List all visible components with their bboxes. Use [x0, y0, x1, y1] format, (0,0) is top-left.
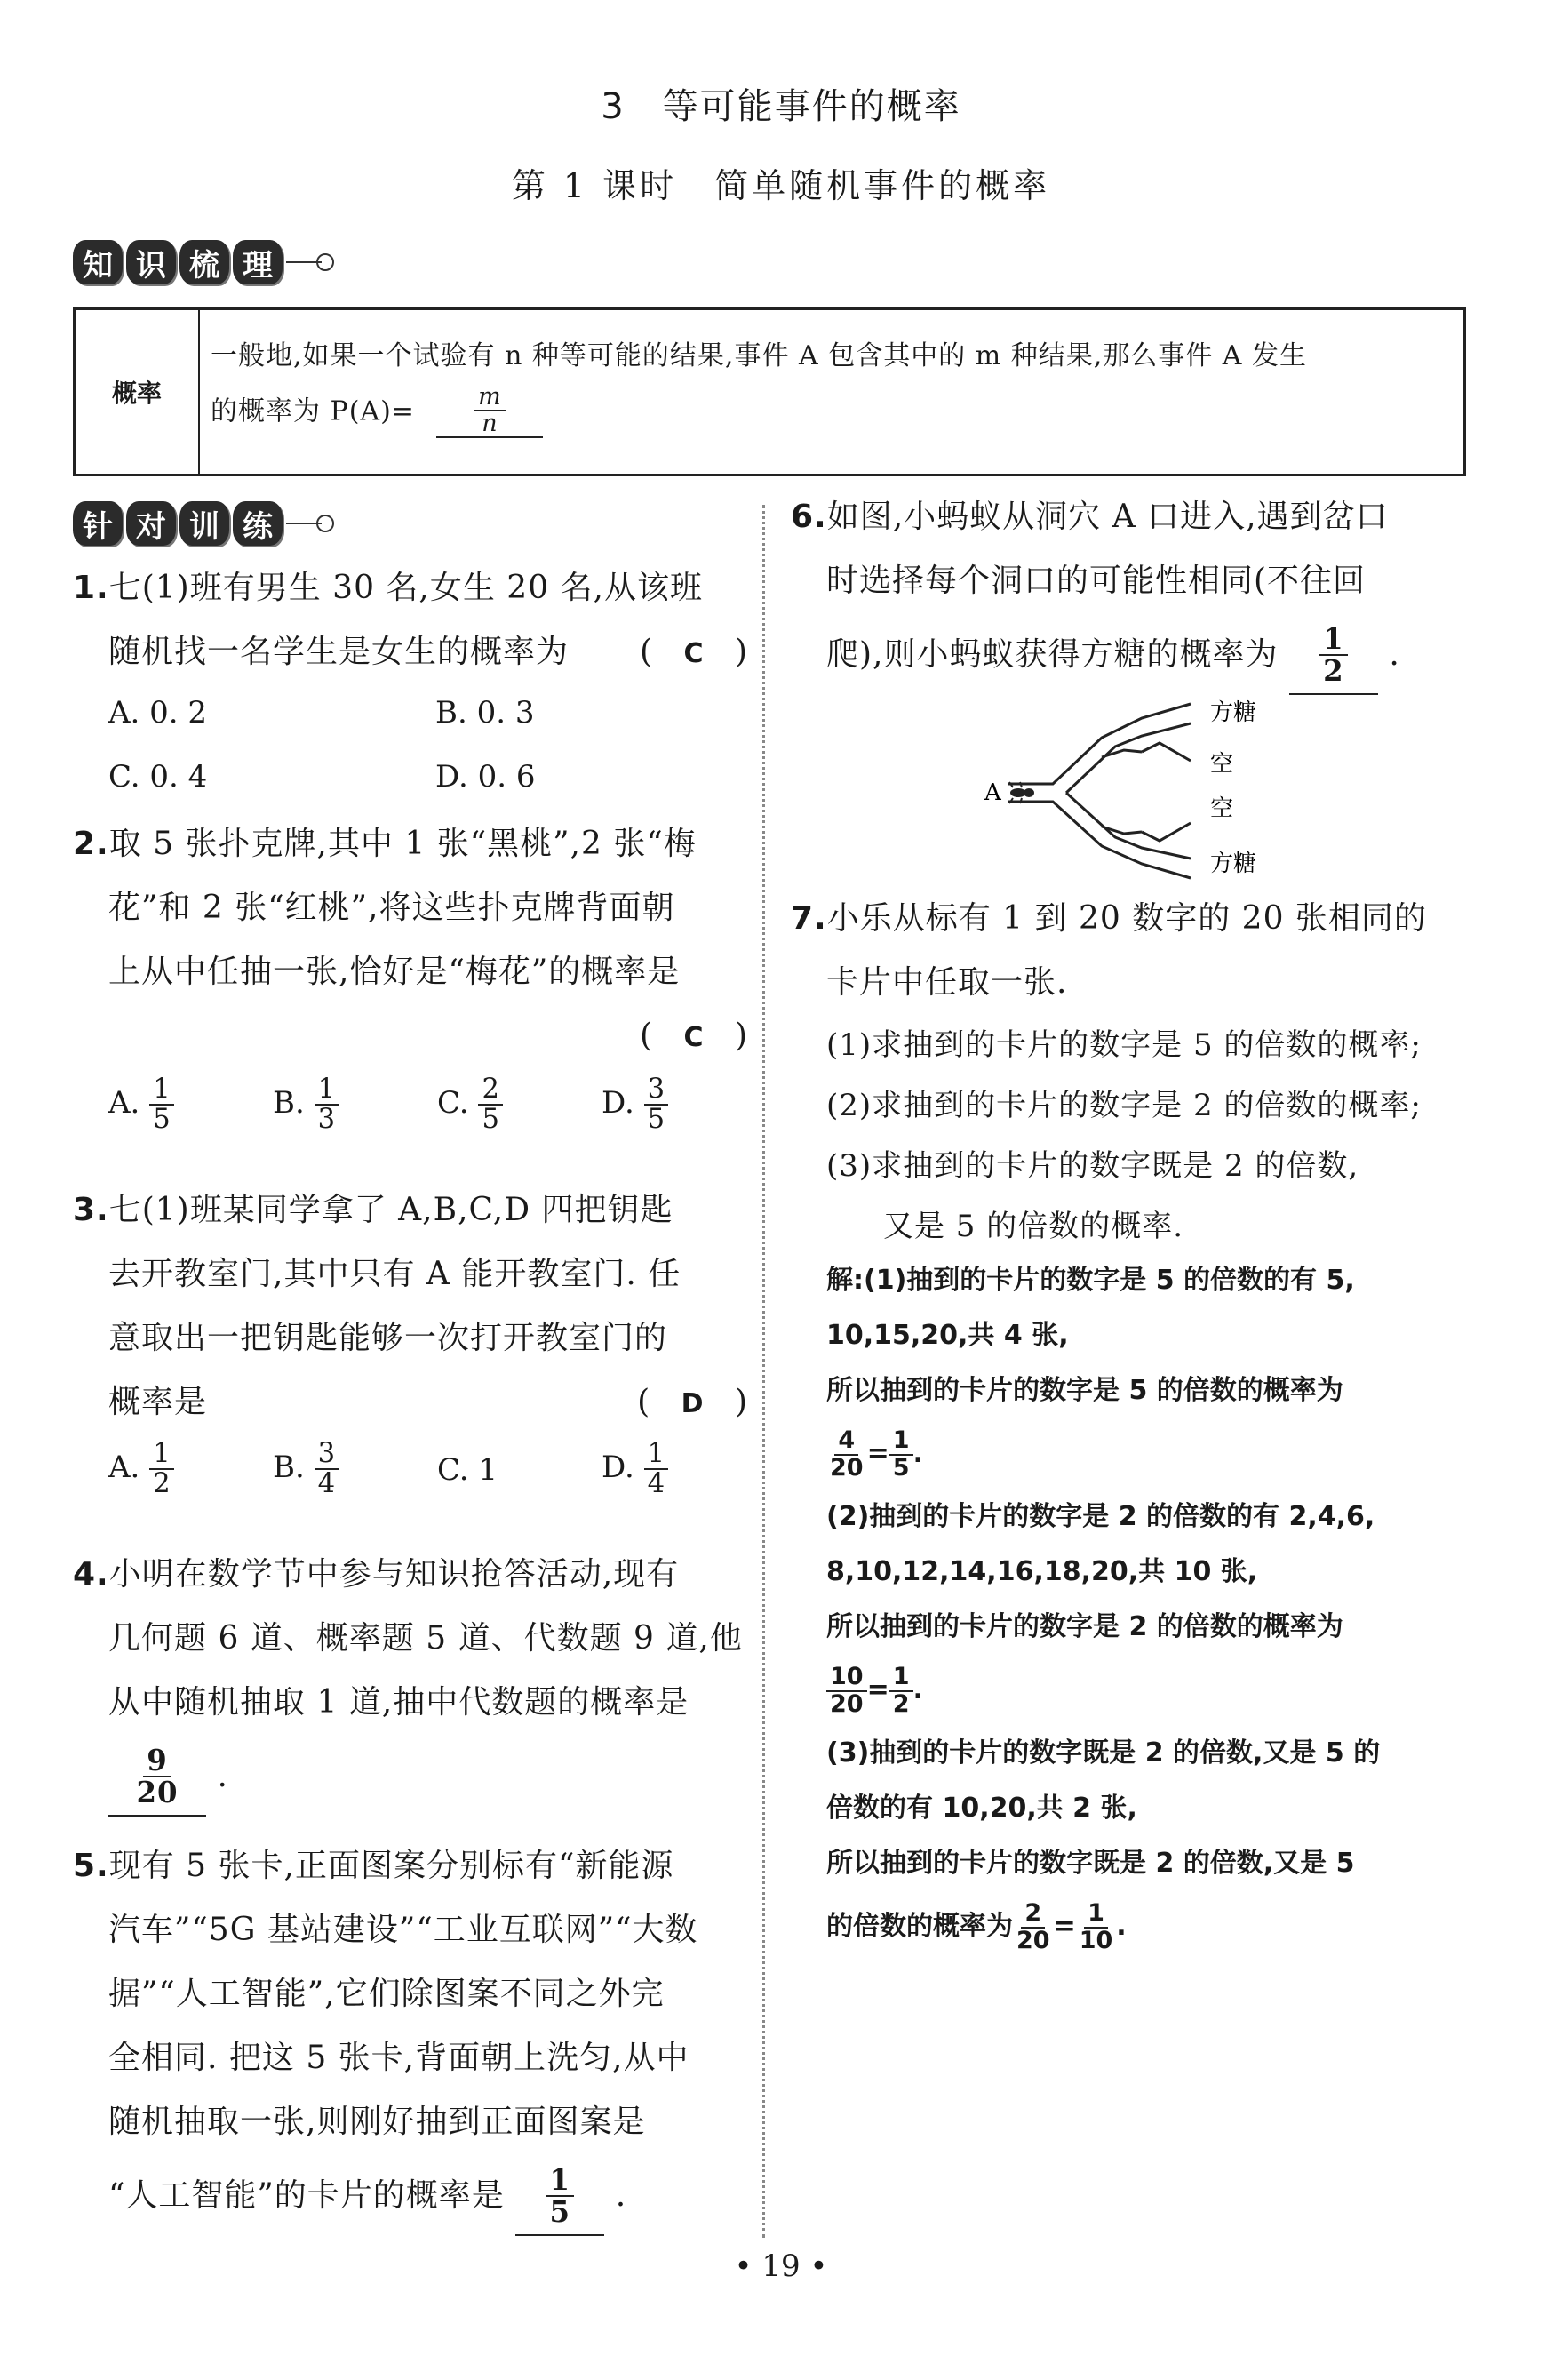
option-d	[602, 1075, 748, 1134]
fraction-denominator: 5	[647, 1104, 665, 1136]
option-label: A.	[108, 1450, 140, 1486]
question-number: 3.	[73, 1192, 109, 1228]
diagram-label-empty-1: 空	[1210, 751, 1234, 778]
fraction-denominator: n	[482, 410, 498, 437]
fraction-numerator: 2	[1021, 1901, 1045, 1928]
solution-line: (3)抽到的卡片的数字既是 2 的倍数,又是 5 的	[826, 1737, 1381, 1769]
fraction-numerator: 1	[546, 2165, 574, 2197]
badge-char: 识	[126, 240, 176, 284]
question-text: 随机找一名学生是女生的概率为	[108, 634, 570, 670]
fraction	[889, 1428, 913, 1481]
badge-char: 梳	[179, 240, 229, 284]
fraction	[315, 1440, 339, 1498]
fraction	[132, 1745, 181, 1808]
definition-prefix: 的概率为 P(A)=	[211, 395, 415, 427]
solution-line: 所以抽到的卡片的数字是 2 的倍数的概率为	[826, 1611, 1343, 1642]
fraction-numerator: 2	[478, 1075, 502, 1106]
fraction-denominator: 20	[1016, 1926, 1050, 1954]
answer-line: “人工智能”的卡片的概率是 $\frac{1}{5}$ .	[73, 2154, 748, 2236]
question-text: 全相同. 把这 5 张卡,背面朝上洗匀,从中	[108, 2040, 689, 2076]
question-text: 小明在数学节中参与知识抢答活动,现有	[108, 1556, 680, 1593]
option-d	[602, 1440, 748, 1498]
fraction-denominator: 20	[830, 1689, 864, 1718]
badge-char: 针	[73, 501, 123, 546]
answer-blank	[515, 2154, 604, 2236]
fraction	[644, 1075, 668, 1134]
question-4	[73, 1543, 748, 1817]
tunnel-paths	[1008, 704, 1191, 878]
fraction-numerator: 3	[315, 1440, 339, 1470]
diagram-label-empty-2: 空	[1210, 795, 1234, 822]
question-text: 爬),则小蚂蚁获得方糖的概率为	[826, 636, 1279, 673]
fraction-numerator: 1	[1084, 1901, 1108, 1928]
fraction-denominator: 5	[549, 2195, 571, 2229]
answer-line: $\frac{9}{20}$ .	[73, 1735, 748, 1817]
definition-line: 一般地,如果一个试验有 n 种等可能的结果,事件 A 包含其中的 m 种结果,那么事件 A 发生	[211, 340, 1307, 371]
diagram-label-sugar-top: 方糖	[1210, 699, 1257, 726]
fraction	[826, 1428, 867, 1481]
badge-char: 知	[73, 240, 123, 284]
badge-tail-icon	[286, 523, 322, 524]
fraction-denominator: 20	[830, 1453, 864, 1482]
question-text: 如图,小蚂蚁从洞穴 A 口进入,遇到岔口	[826, 499, 1389, 535]
answer-bracket: ( C )	[639, 634, 748, 670]
fraction-denominator: 2	[153, 1468, 171, 1500]
fraction-numerator: 1	[315, 1075, 339, 1106]
fraction-numerator: 4	[834, 1428, 858, 1455]
question-number: 4.	[73, 1556, 109, 1593]
fraction-numerator: 1	[1319, 624, 1348, 656]
lesson-subtitle: 第 1 课时 简单随机事件的概率	[511, 166, 1051, 205]
option-label: D.	[602, 1085, 634, 1122]
fraction	[1319, 621, 1348, 688]
option-a	[108, 1075, 273, 1134]
fraction-numerator: 9	[143, 1745, 171, 1777]
fraction	[826, 1665, 867, 1717]
fraction-numerator: 3	[644, 1075, 668, 1106]
diagram-label-a: A	[984, 779, 1001, 806]
option-d: D. 0. 6	[435, 759, 536, 795]
answer-bracket: ( D )	[637, 1384, 748, 1420]
ant-icon	[1009, 782, 1034, 803]
fraction	[1013, 1901, 1054, 1953]
option-b	[273, 1440, 437, 1498]
question-text: 几何题 6 道、概率题 5 道、代数题 9 道,他	[108, 1620, 743, 1657]
fraction	[644, 1440, 668, 1498]
solution-line: 倍数的有 10,20,共 2 张,	[826, 1793, 1137, 1824]
question-number: 5.	[73, 1848, 109, 1884]
option-a	[108, 1440, 273, 1498]
fraction-numerator: 1	[644, 1440, 668, 1470]
practice-badge	[73, 501, 322, 546]
knowledge-table	[73, 307, 1466, 476]
column-divider	[762, 505, 765, 2238]
question-text: 据”“人工智能”,它们除图案不同之外完	[108, 1976, 665, 2012]
solution-text: 的倍数的概率为	[826, 1911, 1013, 1942]
answer-choice: D	[681, 1388, 705, 1419]
options-row	[108, 1075, 748, 1134]
solution-result-2: $\frac{10}{20}$ = $\frac{1}{2}$ .	[826, 1655, 1484, 1726]
page-title: 3 等可能事件的概率	[601, 86, 961, 127]
solution-result-1: $\frac{4}{20}$ = $\frac{1}{5}$ .	[826, 1418, 1484, 1489]
fraction	[546, 2162, 574, 2229]
diagram-label-sugar-bottom: 方糖	[1210, 851, 1257, 877]
sub-question-2: (2)求抽到的卡片的数字是 2 的倍数的概率;	[826, 1088, 1422, 1123]
badge-char: 练	[233, 501, 283, 546]
option-b: B. 0. 3	[435, 695, 535, 731]
fraction-denominator: 4	[317, 1468, 336, 1500]
question-text: 现有 5 张卡,正面图案分别标有“新能源	[108, 1848, 674, 1884]
answer-choice: C	[683, 1022, 705, 1053]
fraction-denominator: 5	[482, 1104, 499, 1136]
option-b	[273, 1075, 437, 1134]
question-number: 2.	[73, 826, 109, 862]
solution-line: 8,10,12,14,16,18,20,共 10 张,	[826, 1556, 1258, 1587]
answer-bracket: ( C )	[639, 1018, 748, 1054]
fraction	[478, 1075, 502, 1134]
answer-blank	[108, 1735, 206, 1817]
definition-cell	[211, 330, 1454, 438]
option-label: B.	[273, 1450, 305, 1486]
option-label: A.	[108, 1085, 140, 1122]
question-text: 意取出一把钥匙能够一次打开教室门的	[108, 1320, 668, 1356]
fraction-denominator: 10	[1079, 1926, 1113, 1954]
fraction	[149, 1440, 173, 1498]
question-7	[791, 887, 1484, 1257]
question-5	[73, 1834, 748, 2236]
badge-char: 理	[233, 240, 283, 284]
sub-question-3: (3)求抽到的卡片的数字既是 2 的倍数,	[826, 1148, 1359, 1184]
question-1	[73, 556, 748, 684]
solution-result-3: 的倍数的概率为 $\frac{2}{20}$ = $\frac{1}{10}$ .	[826, 1899, 1127, 1954]
badge-char: 对	[126, 501, 176, 546]
fraction-denominator: 5	[892, 1453, 910, 1482]
fraction	[1076, 1901, 1117, 1953]
answer-blank	[1289, 613, 1378, 695]
answer-line: 爬),则小蚂蚁获得方糖的概率为 $\frac{1}{2}$ .	[791, 613, 1484, 695]
fraction-numerator: m	[474, 385, 506, 411]
fraction-numerator: 10	[826, 1665, 867, 1691]
fraction-denominator: 20	[136, 1776, 179, 1809]
question-text: 花”和 2 张“红桃”,将这些扑克牌背面朝	[108, 890, 675, 926]
answer-blank	[436, 383, 543, 438]
question-number: 6.	[791, 499, 827, 535]
solution-line: 所以抽到的卡片的数字是 5 的倍数的概率为	[826, 1375, 1343, 1406]
sub-question-3-cont: 又是 5 的倍数的概率.	[883, 1209, 1184, 1244]
options-row	[108, 1440, 748, 1498]
option-c: C. 1	[437, 1452, 498, 1488]
option-a: A. 0. 2	[108, 695, 208, 731]
fraction	[889, 1665, 913, 1717]
solution-line: (2)抽到的卡片的数字是 2 的倍数的有 2,4,6,	[826, 1501, 1375, 1532]
badge-char: 训	[179, 501, 229, 546]
tunnel-diagram	[968, 693, 1306, 889]
question-text: 七(1)班某同学拿了 A,B,C,D 四把钥匙	[108, 1192, 673, 1228]
question-number: 1.	[73, 570, 109, 606]
option-c	[437, 1075, 602, 1134]
option-label: B.	[273, 1085, 305, 1122]
question-text: 时选择每个洞口的可能性相同(不往回	[826, 563, 1367, 599]
option-c: C. 0. 4	[108, 759, 208, 795]
question-3	[73, 1178, 748, 1434]
question-text: 取 5 张扑克牌,其中 1 张“黑桃”,2 张“梅	[108, 826, 697, 862]
fraction-denominator: 3	[317, 1104, 336, 1136]
solution-line: 10,15,20,共 4 张,	[826, 1320, 1069, 1351]
fraction-numerator: 1	[149, 1075, 173, 1106]
question-text: 概率是	[108, 1384, 208, 1420]
question-text: “人工智能”的卡片的概率是	[108, 2177, 505, 2214]
fraction-denominator: 4	[647, 1468, 665, 1500]
fraction-numerator: 1	[889, 1428, 913, 1455]
question-text: 小乐从标有 1 到 20 数字的 20 张相同的	[826, 900, 1427, 937]
fraction-denominator: 2	[892, 1689, 910, 1718]
question-text: 随机抽取一张,则刚好抽到正面图案是	[108, 2104, 646, 2140]
question-text: 上从中任抽一张,恰好是“梅花”的概率是	[108, 954, 681, 990]
fraction	[149, 1075, 173, 1134]
term-cell: 概率	[76, 310, 200, 474]
option-label: C.	[437, 1085, 469, 1122]
question-text: 从中随机抽取 1 道,抽中代数题的概率是	[108, 1684, 689, 1721]
question-text: 去开教室门,其中只有 A 能开教室门. 任	[108, 1256, 681, 1292]
answer-choice: C	[683, 638, 705, 669]
fraction-denominator: 5	[153, 1104, 171, 1136]
question-text: 汽车”“5G 基站建设”“工业互联网”“大数	[108, 1912, 698, 1948]
solution-line: 解:(1)抽到的卡片的数字是 5 的倍数的有 5,	[826, 1265, 1355, 1296]
question-6	[791, 485, 1484, 695]
fraction	[315, 1075, 339, 1134]
definition-line	[211, 383, 1454, 438]
fraction-numerator: 1	[889, 1665, 913, 1691]
sub-question-1: (1)求抽到的卡片的数字是 5 的倍数的概率;	[826, 1027, 1422, 1063]
fraction-denominator: 2	[1323, 654, 1344, 688]
fraction-numerator: 1	[149, 1440, 173, 1470]
page-number: • 19 •	[734, 2248, 828, 2284]
question-text: 七(1)班有男生 30 名,女生 20 名,从该班	[108, 570, 704, 606]
solution-line: 所以抽到的卡片的数字既是 2 的倍数,又是 5	[826, 1848, 1355, 1879]
question-text: 卡片中任取一张.	[826, 964, 1068, 1001]
option-label: D.	[602, 1450, 634, 1486]
badge-tail-icon	[286, 261, 322, 263]
knowledge-badge	[73, 240, 322, 284]
question-2	[73, 812, 748, 1070]
solution	[826, 1253, 1484, 1962]
fraction	[474, 382, 506, 437]
question-number: 7.	[791, 900, 827, 937]
